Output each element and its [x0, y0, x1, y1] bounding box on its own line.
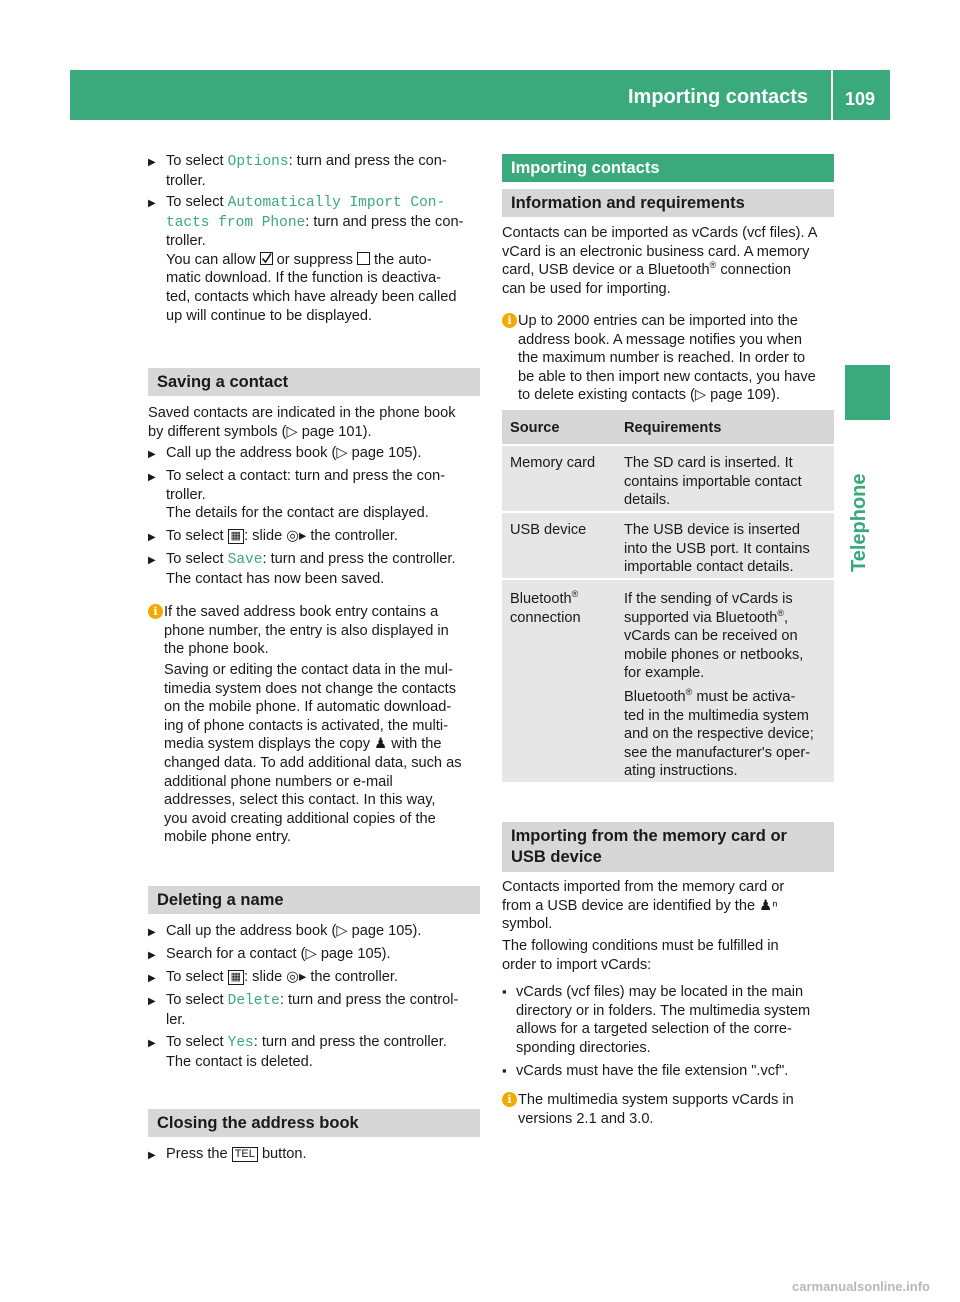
info-req-paragraph: Contacts can be imported as vCards (vcf files). A vCard is an electronic business card. A memory card, USB device or a Bluetooth® connection can be used for importing. [502, 225, 818, 297]
table-header-row [502, 410, 834, 444]
info-saving-editing: Saving or editing the contact data in the mul- timedia system does not change the contacts on the mobile phone. If automatic download- ing of phone contacts is activated, the multi- media system displays the copy ♟ with the changed data. To add additional data, such as additional phone numbers or e-mail addresses, select this contact. In this way, you avoid creating additional copies of the mobile phone entry. [164, 662, 462, 846]
table-row [502, 513, 834, 578]
step-call-address-book: ▶ Call up the address book (▷ page 105). [148, 444, 480, 463]
step-press-tel: ▶ Press the TEL button. [148, 1145, 480, 1164]
page-ref-icon: ▷ [305, 946, 321, 962]
menu-options-icon: ▦ [228, 529, 244, 544]
section-heading-saving: Saving a contact [148, 368, 480, 396]
table-cell-source: Bluetooth® connection [510, 589, 581, 626]
step-select-contact: ▶ To select a contact: turn and press the con- troller. The details for the contact are displayed. [148, 467, 480, 523]
checkbox-checked-icon [260, 252, 273, 265]
page-ref-icon: ▷ [286, 423, 302, 440]
chapter-label: Telephone [848, 473, 870, 572]
memory-paragraph-1: Contacts imported from the memory card or from a USB device are identified by the ♟ⁿ symbol. [502, 879, 785, 933]
info-2000-entries: i Up to 2000 entries can be imported into the address book. A message notifies you when the maximum number is reached. In order to be able to then import new contacts, you have to delete existing contacts (▷ page 109). [502, 312, 834, 405]
chapter-tab [845, 365, 890, 420]
step-del-select-delete: ▶ To select Delete: turn and press the control- ler. [148, 991, 480, 1029]
header-divider [831, 70, 833, 120]
section-heading-closing: Closing the address book [148, 1109, 480, 1137]
table-cell-requirement: If the sending of vCards is supported via Bluetooth®, vCards can be received on mobile phones or netbooks, for example. Bluetooth® must be activa- ted in the multimedia system and on the respective device; see the manufacturer's oper- ating instructions. [624, 591, 814, 780]
page-ref-icon: ▷ [336, 923, 352, 939]
memory-paragraph-2: The following conditions must be fulfilled in order to import vCards: [502, 938, 779, 973]
tel-key-icon: TEL [232, 1147, 258, 1162]
step-del-select-menu: ▶ To select ▦ : slide ◎▸ the controller. [148, 968, 480, 987]
controller-slide-icon: ◎▸ [286, 528, 307, 544]
info-vcard-versions: i The multimedia system supports vCards in versions 2.1 and 3.0. [502, 1091, 834, 1128]
copy-person-icon: ♟ [374, 736, 388, 753]
info-icon: i [148, 604, 163, 619]
page-ref-icon: ▷ [694, 387, 711, 404]
footer-watermark: carmanualsonline.info [792, 1279, 930, 1294]
step-select-options: ▶ To select Options: turn and press the con- troller. [148, 152, 480, 190]
info-icon: i [502, 313, 517, 328]
section-heading-memory: Importing from the memory card or USB device [502, 822, 834, 872]
table-cell-requirement: The USB device is inserted into the USB port. It contains importable contact details. [624, 522, 810, 576]
info-icon: i [502, 1092, 517, 1107]
table-cell-source: Memory card [510, 455, 596, 471]
step-del-search: ▶ Search for a contact (▷ page 105). [148, 945, 480, 964]
step-select-save: ▶ To select Save: turn and press the controller. The contact has now been saved. [148, 550, 480, 588]
list-item: ▪ vCards (vcf files) may be located in the main directory or in folders. The multimedia system allows for a targeted selection of the corre- sponding directories. [502, 983, 834, 1057]
table-cell-requirement: The SD card is inserted. It contains importable contact details. [624, 455, 802, 509]
table-row [502, 580, 834, 782]
table-cell-source: USB device [510, 522, 587, 538]
menu-options-icon: ▦ [228, 970, 244, 985]
page-number: 109 [845, 89, 876, 109]
section-heading-info-req: Information and requirements [502, 189, 834, 217]
step-select-menu: ▶ To select ▦ : slide ◎▸ the controller. [148, 527, 480, 546]
step-del-call-book: ▶ Call up the address book (▷ page 105). [148, 922, 480, 941]
step-auto-import: ▶ To select Automatically Import Con‐ tacts from Phone: turn and press the con- troller. You can allow or suppress the auto- matic download. If the function is deactiva- ted, contacts which have already been called up will continue to be displayed. [148, 193, 480, 325]
section-heading-importing: Importing contacts [502, 154, 834, 182]
table-header-source: Source [510, 420, 560, 436]
section-heading-deleting: Deleting a name [148, 886, 480, 914]
saving-intro: Saved contacts are indicated in the phone book by different symbols (▷ page 101). [148, 405, 456, 440]
checkbox-empty-icon [357, 252, 370, 265]
page-ref-icon: ▷ [336, 445, 352, 461]
step-del-select-yes: ▶ To select Yes: turn and press the controller. The contact is deleted. [148, 1033, 480, 1071]
list-item: ▪ vCards must have the file extension ".vcf". [502, 1062, 834, 1081]
imported-contact-icon: ♟ⁿ [759, 897, 778, 914]
info-saved-entry: i If the saved address book entry contains a phone number, the entry is also displayed in the phone book. [148, 603, 480, 659]
table-header-requirements: Requirements [624, 420, 722, 436]
table-row [502, 446, 834, 511]
controller-slide-icon: ◎▸ [286, 969, 307, 985]
page-title: Importing contacts [628, 86, 809, 108]
